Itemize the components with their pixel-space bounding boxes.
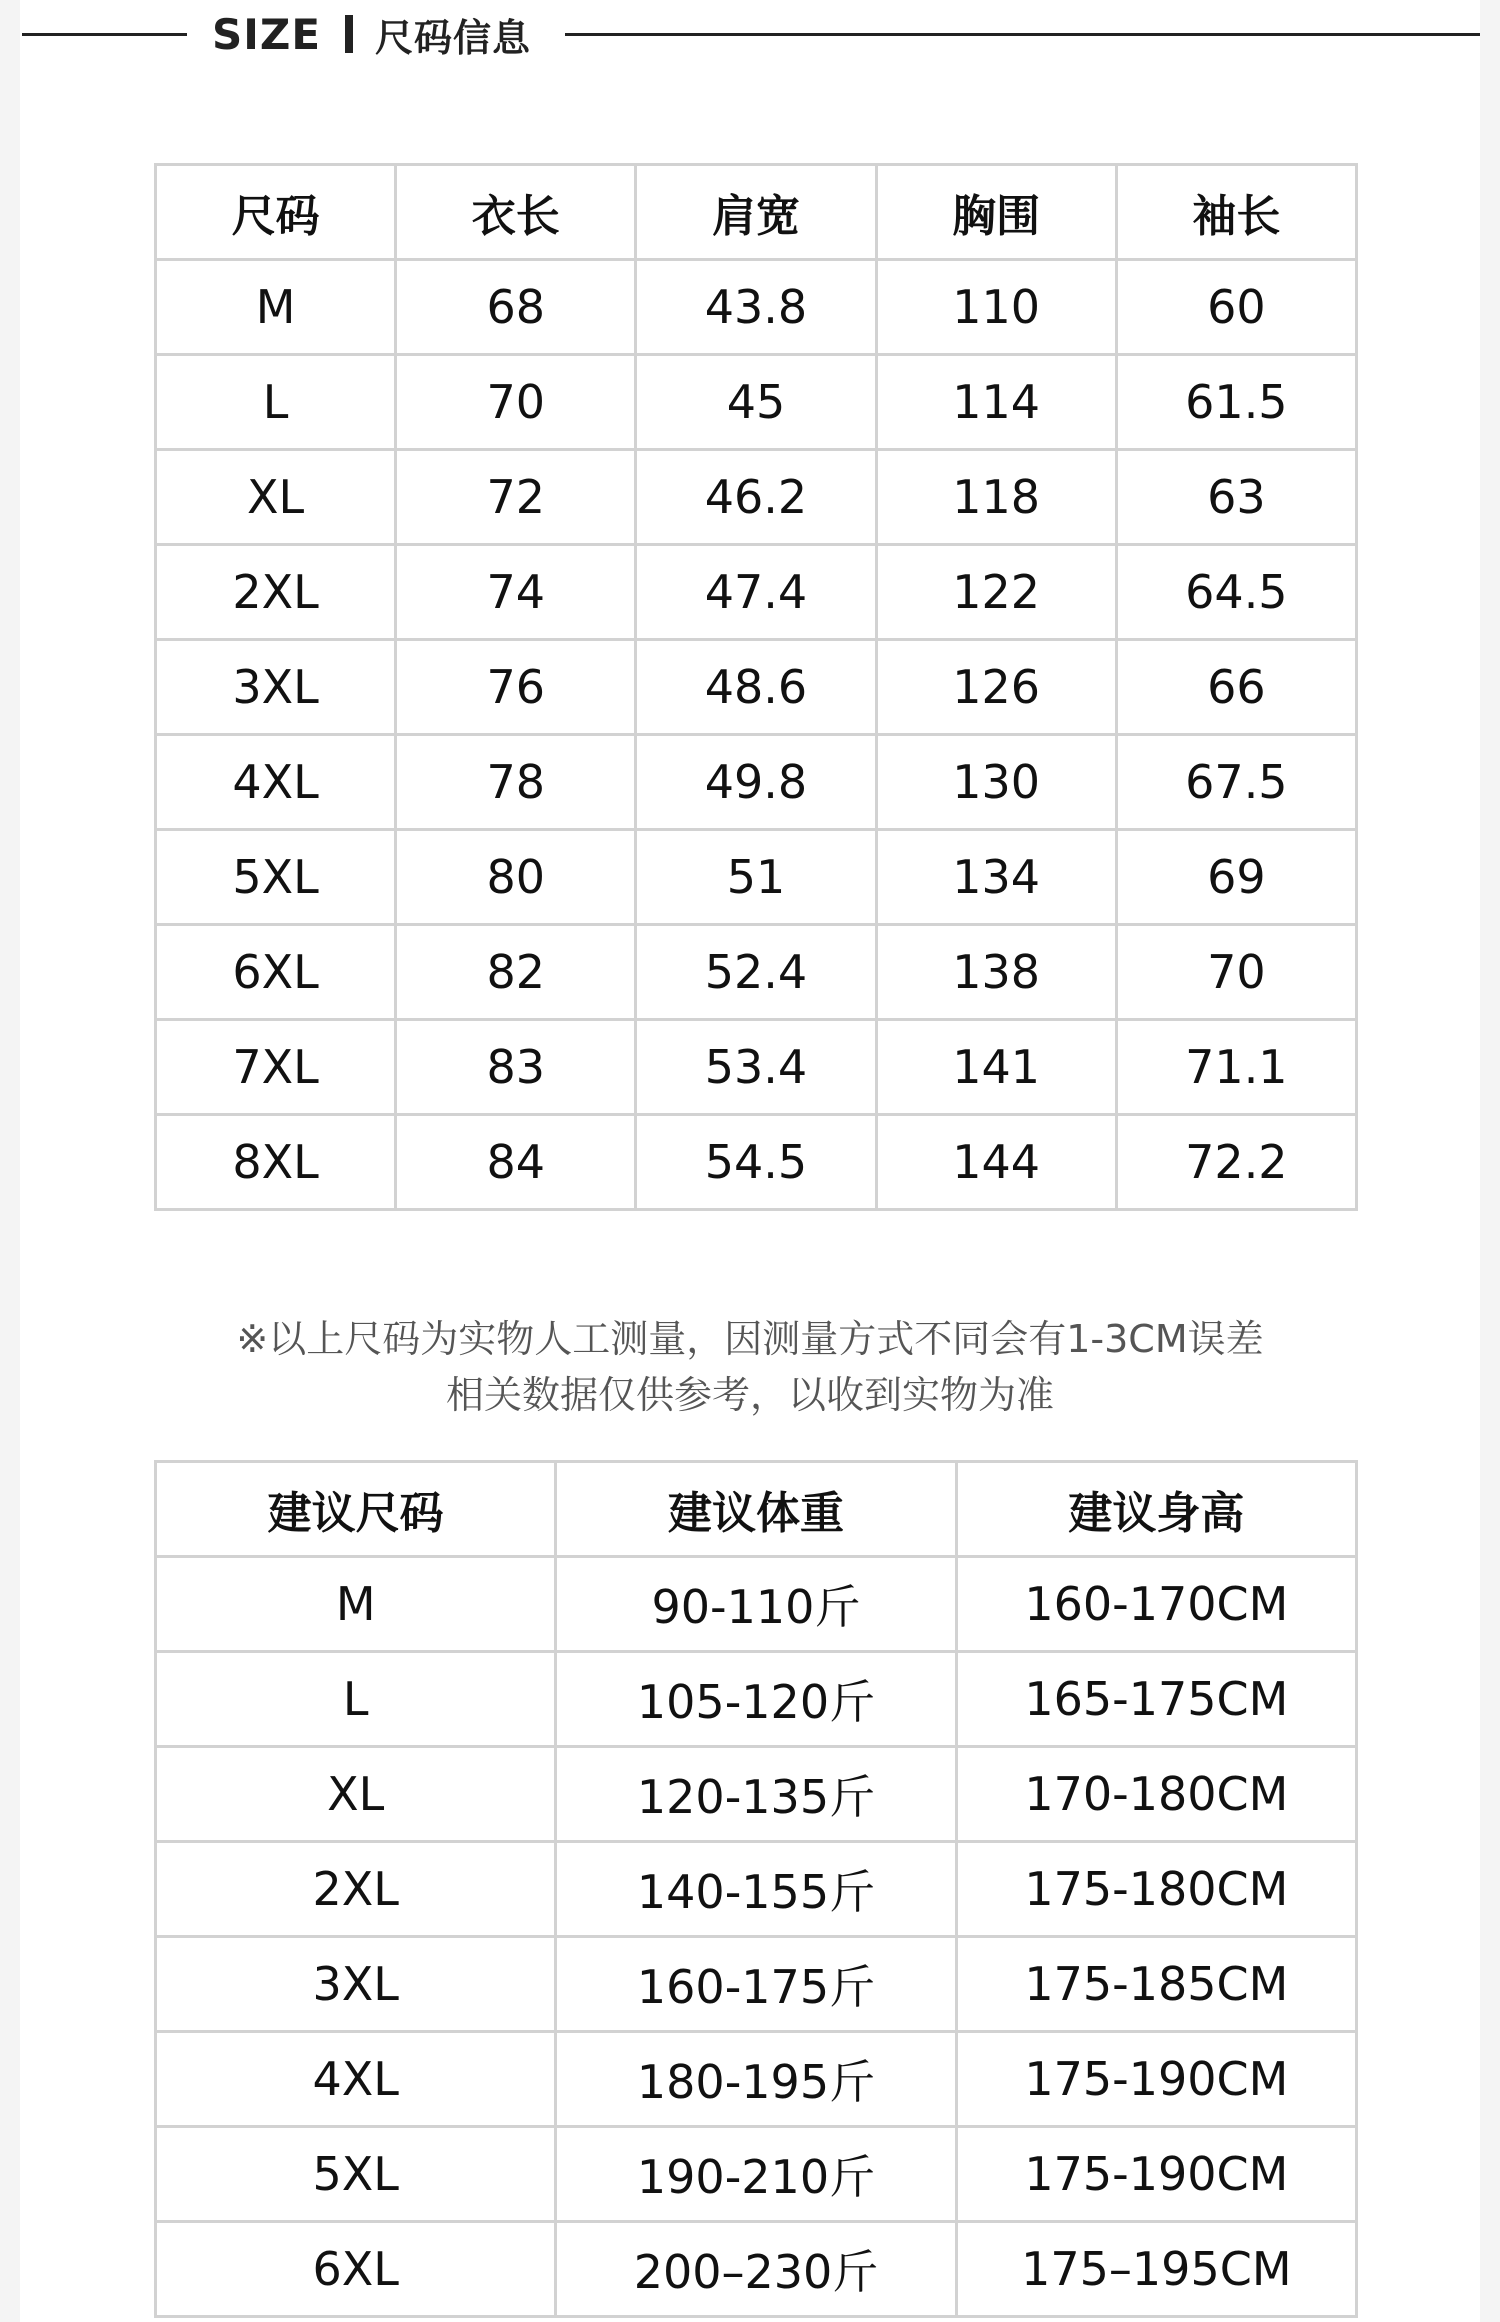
rec-table-cell: 6XL xyxy=(156,2222,556,2317)
section-header xyxy=(0,0,1500,70)
size-table-cell: 48.6 xyxy=(636,640,876,735)
size-table-cell: 67.5 xyxy=(1116,735,1356,830)
table-row xyxy=(156,925,1357,1020)
table-row xyxy=(156,355,1357,450)
table-row xyxy=(156,830,1357,925)
size-table-cell: L xyxy=(156,355,396,450)
rec-table-cell: 170-180CM xyxy=(956,1747,1356,1842)
size-table-cell: 70 xyxy=(396,355,636,450)
rec-table-cell: 140-155斤 xyxy=(556,1842,956,1937)
table-row xyxy=(156,260,1357,355)
size-table-cell: 53.4 xyxy=(636,1020,876,1115)
size-table-cell: 83 xyxy=(396,1020,636,1115)
rec-table-cell: 4XL xyxy=(156,2032,556,2127)
size-table-cell: 64.5 xyxy=(1116,545,1356,640)
size-table-cell: 66 xyxy=(1116,640,1356,735)
rec-table-header-cell: 建议身高 xyxy=(956,1462,1356,1557)
size-table-header-cell: 衣长 xyxy=(396,165,636,260)
size-table-cell: 7XL xyxy=(156,1020,396,1115)
rec-table-cell: 120-135斤 xyxy=(556,1747,956,1842)
size-table-cell: 2XL xyxy=(156,545,396,640)
rec-table-cell: 175-190CM xyxy=(956,2127,1356,2222)
size-table-cell: 6XL xyxy=(156,925,396,1020)
header-divider-right xyxy=(565,33,1480,36)
size-table-cell: 5XL xyxy=(156,830,396,925)
rec-table-header-cell: 建议尺码 xyxy=(156,1462,556,1557)
rec-table-cell: 105-120斤 xyxy=(556,1652,956,1747)
size-table-cell: 84 xyxy=(396,1115,636,1210)
size-table-cell: 60 xyxy=(1116,260,1356,355)
rec-table-header-cell: 建议体重 xyxy=(556,1462,956,1557)
rec-table-cell: 3XL xyxy=(156,1937,556,2032)
rec-table-cell: 90-110斤 xyxy=(556,1557,956,1652)
size-table-header-cell: 胸围 xyxy=(876,165,1116,260)
size-table-header-cell: 肩宽 xyxy=(636,165,876,260)
measurement-note: ※以上尺码为实物人工测量，因测量方式不同会有1-3CM误差 xyxy=(236,1317,1264,1361)
table-row xyxy=(156,640,1357,735)
size-table-cell: 138 xyxy=(876,925,1116,1020)
size-table-cell: 52.4 xyxy=(636,925,876,1020)
size-table-header-row xyxy=(156,165,1357,260)
size-table-cell: 8XL xyxy=(156,1115,396,1210)
rec-table-cell: L xyxy=(156,1652,556,1747)
table-row xyxy=(156,545,1357,640)
table-row xyxy=(156,1557,1357,1652)
size-table-cell: 43.8 xyxy=(636,260,876,355)
size-table-cell: 72 xyxy=(396,450,636,545)
rec-table-cell: XL xyxy=(156,1747,556,1842)
size-table-cell: 70 xyxy=(1116,925,1356,1020)
table-row xyxy=(156,2032,1357,2127)
recommendation-table xyxy=(154,1460,1358,2318)
section-title-cn: 尺码信息 xyxy=(375,15,532,60)
size-table-cell: 3XL xyxy=(156,640,396,735)
size-table-cell: 114 xyxy=(876,355,1116,450)
size-table-cell: 71.1 xyxy=(1116,1020,1356,1115)
size-table-cell: 63 xyxy=(1116,450,1356,545)
table-row xyxy=(156,450,1357,545)
table-row xyxy=(156,1652,1357,1747)
size-table-cell: 82 xyxy=(396,925,636,1020)
section-title-en: SIZE xyxy=(212,9,322,59)
size-table-cell: 45 xyxy=(636,355,876,450)
size-table-cell: 72.2 xyxy=(1116,1115,1356,1210)
size-chart-table xyxy=(154,163,1358,1211)
size-table-cell: 54.5 xyxy=(636,1115,876,1210)
size-table-cell: 134 xyxy=(876,830,1116,925)
rec-table-cell: 165-175CM xyxy=(956,1652,1356,1747)
rec-table-cell: M xyxy=(156,1557,556,1652)
size-table-cell: 118 xyxy=(876,450,1116,545)
size-table-cell: 130 xyxy=(876,735,1116,830)
size-table-cell: 144 xyxy=(876,1115,1116,1210)
table-row xyxy=(156,2127,1357,2222)
table-row xyxy=(156,1020,1357,1115)
table-row xyxy=(156,1842,1357,1937)
size-table-cell: XL xyxy=(156,450,396,545)
size-table-cell: 74 xyxy=(396,545,636,640)
size-table-header-cell: 袖长 xyxy=(1116,165,1356,260)
rec-table-cell: 175-185CM xyxy=(956,1937,1356,2032)
size-table-cell: 141 xyxy=(876,1020,1116,1115)
section-title xyxy=(212,8,531,60)
table-row xyxy=(156,1937,1357,2032)
title-separator-bar xyxy=(345,15,353,53)
rec-table-cell: 2XL xyxy=(156,1842,556,1937)
rec-table-cell: 180-195斤 xyxy=(556,2032,956,2127)
size-table-cell: 61.5 xyxy=(1116,355,1356,450)
rec-table-cell: 200–230斤 xyxy=(556,2222,956,2317)
rec-table-cell: 190-210斤 xyxy=(556,2127,956,2222)
header-divider-left xyxy=(22,33,187,36)
table-row xyxy=(156,735,1357,830)
rec-table-cell: 175–195CM xyxy=(956,2222,1356,2317)
rec-table-cell: 160-170CM xyxy=(956,1557,1356,1652)
size-table-cell: 4XL xyxy=(156,735,396,830)
size-table-cell: 69 xyxy=(1116,830,1356,925)
size-table-cell: M xyxy=(156,260,396,355)
size-table-cell: 51 xyxy=(636,830,876,925)
size-table-header-cell: 尺码 xyxy=(156,165,396,260)
size-table-cell: 110 xyxy=(876,260,1116,355)
table-row xyxy=(156,2222,1357,2317)
reference-note: 相关数据仅供参考，以收到实物为准 xyxy=(445,1373,1054,1417)
size-table-cell: 78 xyxy=(396,735,636,830)
table-row xyxy=(156,1115,1357,1210)
size-table-cell: 49.8 xyxy=(636,735,876,830)
rec-table-cell: 175-180CM xyxy=(956,1842,1356,1937)
rec-table-header-row xyxy=(156,1462,1357,1557)
rec-table-cell: 5XL xyxy=(156,2127,556,2222)
size-table-cell: 68 xyxy=(396,260,636,355)
size-table-cell: 80 xyxy=(396,830,636,925)
rec-table-cell: 160-175斤 xyxy=(556,1937,956,2032)
size-table-cell: 122 xyxy=(876,545,1116,640)
size-table-cell: 76 xyxy=(396,640,636,735)
table-row xyxy=(156,1747,1357,1842)
size-table-cell: 126 xyxy=(876,640,1116,735)
size-table-cell: 46.2 xyxy=(636,450,876,545)
rec-table-cell: 175-190CM xyxy=(956,2032,1356,2127)
size-table-cell: 47.4 xyxy=(636,545,876,640)
